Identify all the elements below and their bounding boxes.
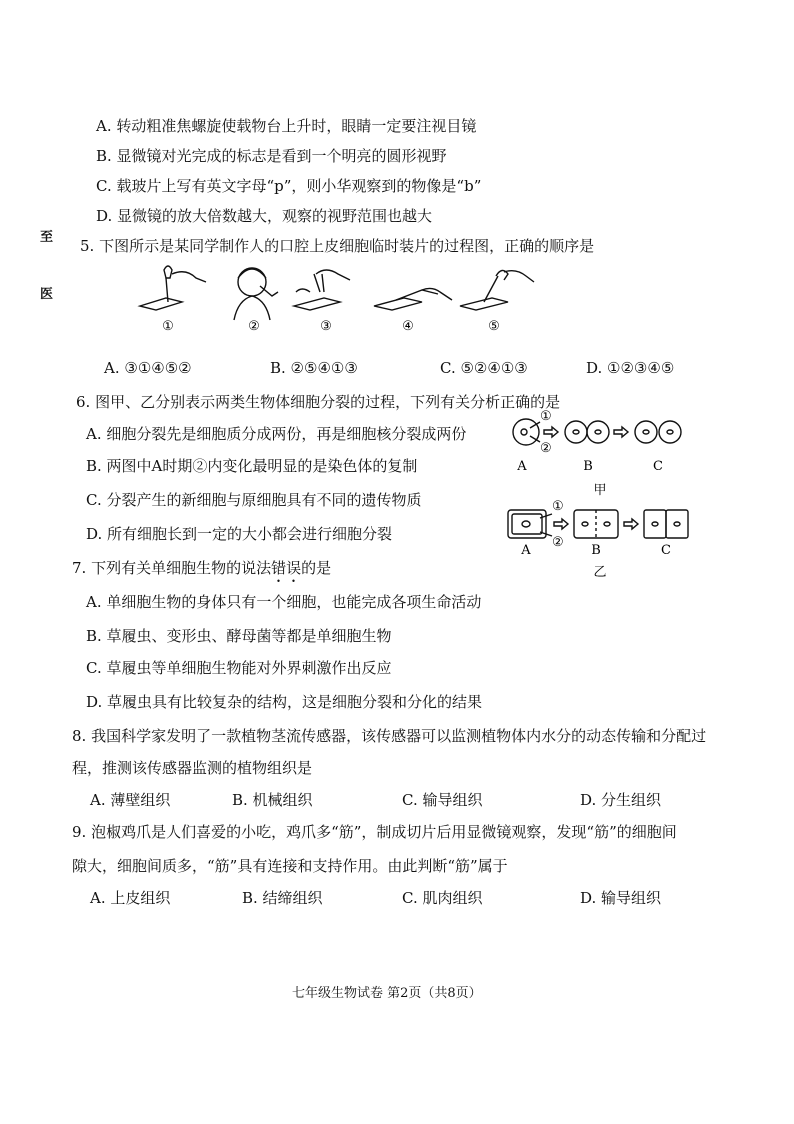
q5-option-a: A. ③①④⑤② (104, 359, 192, 377)
q6-fig-num-1-top: ① (540, 410, 552, 424)
q7-stem-pre: 7. 下列有关单细胞生物的说法 (72, 559, 272, 577)
q6-fig-label-c-top: C (653, 459, 663, 474)
q4-option-b: B. 显微镜对光完成的标志是看到一个明亮的圆形视野 (96, 147, 447, 165)
q6-option-c: C. 分裂产生的新细胞与原细胞具有不同的遗传物质 (86, 491, 422, 509)
q6-figure (500, 410, 700, 582)
q4-option-d: D. 显微镜的放大倍数越大，观察的视野范围也越大 (96, 207, 433, 225)
q4-option-c: C. 载玻片上写有英文字母“p”，则小华观察到的物像是“b” (96, 177, 482, 195)
q7-stem (72, 558, 331, 586)
q9-line-1: 9. 泡椒鸡爪是人们喜爱的小吃，鸡爪多“筋”，制成切片后用显微镜观察，发现“筋”的细胞间 (72, 823, 677, 841)
q6-fig-caption-yi: 乙 (593, 565, 607, 580)
margin-char-top: 至 (40, 230, 54, 245)
q8-line-2: 程，推测该传感器监测的植物组织是 (72, 759, 313, 777)
q6-fig-caption-jia: 甲 (593, 483, 607, 498)
q8-option-b: B. 机械组织 (232, 791, 313, 809)
page-footer: 七年级生物试卷 第2页（共8页） (292, 986, 482, 1001)
q6-stem: 6. 图甲、乙分别表示两类生物体细胞分裂的过程，下列有关分析正确的是 (76, 393, 561, 411)
q6-option-b: B. 两图中A时期②内变化最明显的是染色体的复制 (86, 457, 418, 475)
q6-fig-label-b-bottom: B (591, 543, 601, 558)
q5-fig-label-3: ③ (320, 319, 332, 334)
q5-option-d: D. ①②③④⑤ (586, 359, 675, 377)
q5-option-c: C. ⑤②④①③ (440, 359, 528, 377)
q9-option-a: A. 上皮组织 (90, 889, 171, 907)
q5-fig-label-1: ① (162, 319, 174, 334)
q7-option-b: B. 草履虫、变形虫、酵母菌等都是单细胞生物 (86, 627, 392, 645)
q7-stem-emphasis: 错误 (271, 559, 302, 577)
q8-line-1: 8. 我国科学家发明了一款植物茎流传感器，该传感器可以监测植物体内水分的动态传输和分配过 (72, 727, 707, 745)
q8-option-d: D. 分生组织 (580, 791, 662, 809)
q5-option-b: B. ②⑤④①③ (270, 359, 358, 377)
q4-option-a: A. 转动粗准焦螺旋使载物台上升时，眼睛一定要注视目镜 (96, 117, 477, 135)
q6-fig-num-1-bottom: ① (552, 499, 564, 514)
q6-fig-label-a-bottom: A (521, 543, 531, 558)
q6-option-a: A. 细胞分裂先是细胞质分成两份，再是细胞核分裂成两份 (86, 425, 467, 443)
margin-char-bottom: 医 (40, 287, 54, 302)
q5-figure (130, 258, 540, 340)
q9-option-d: D. 输导组织 (580, 889, 662, 907)
q6-fig-label-b-top: B (583, 459, 593, 474)
q9-option-b: B. 结缔组织 (242, 889, 323, 907)
q8-option-a: A. 薄壁组织 (90, 791, 171, 809)
q7-option-c: C. 草履虫等单细胞生物能对外界刺激作出反应 (86, 659, 392, 677)
q7-option-a: A. 单细胞生物的身体只有一个细胞，也能完成各项生命活动 (86, 593, 482, 611)
q6-fig-num-2-top: ② (540, 441, 552, 456)
q7-stem-post: 的是 (301, 559, 332, 577)
q6-option-d: D. 所有细胞长到一定的大小都会进行细胞分裂 (86, 525, 393, 543)
q5-fig-label-2: ② (248, 319, 260, 334)
q7-option-d: D. 草履虫具有比较复杂的结构，这是细胞分裂和分化的结果 (86, 693, 483, 711)
q9-line-2: 隙大，细胞间质多，“筋”具有连接和支持作用。由此判断“筋”属于 (72, 857, 508, 875)
q8-option-c: C. 输导组织 (402, 791, 483, 809)
q6-fig-label-a-top: A (517, 459, 527, 474)
q6-fig-label-c-bottom: C (661, 543, 671, 558)
q5-stem: 5. 下图所示是某同学制作人的口腔上皮细胞临时装片的过程图，正确的顺序是 (80, 237, 595, 255)
q5-fig-label-5: ⑤ (488, 319, 500, 334)
q5-fig-label-4: ④ (402, 319, 414, 334)
q6-fig-num-2-bottom: ② (552, 535, 564, 550)
q9-option-c: C. 肌肉组织 (402, 889, 483, 907)
